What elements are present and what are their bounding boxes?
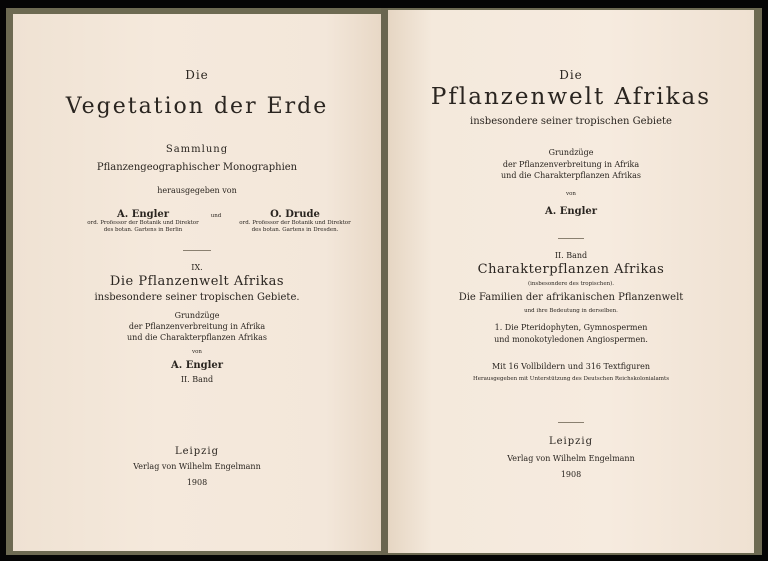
right-part2: und monokotyledonen Angiospermen. [494, 335, 648, 344]
left-line1: der Pflanzenverbreitung in Afrika [128, 322, 266, 331]
book-spine-gutter [381, 8, 388, 555]
left-author: A. Engler [170, 360, 224, 371]
left-series-subtitle: Pflanzengeographischer Monographien [96, 162, 298, 173]
right-families: Die Familien der afrikanischen Pflanzenwelt [458, 292, 684, 303]
left-page [13, 14, 381, 551]
left-von: von [192, 349, 202, 355]
right-illustrations: Mit 16 Vollbildern und 316 Textfiguren [491, 362, 651, 371]
right-band-title: Charakterpflanzen Afrikas [477, 262, 665, 277]
right-support: Herausgegeben mit Unterstützung des Deutschen Reichskolonialamts [472, 376, 670, 382]
right-subtitle: insbesondere seiner tropischen Gebiete [470, 116, 672, 127]
right-city: Leipzig [548, 436, 594, 447]
editor-und: und [210, 213, 222, 219]
right-publisher: Verlag von Wilhelm Engelmann [507, 454, 635, 463]
editor-drude-name: O. Drude [270, 209, 320, 220]
left-divider-rule [183, 250, 211, 251]
left-volume-subtitle: insbesondere seiner tropischen Gebiete. [94, 292, 300, 303]
editor-drude-desc2: des botan. Gartens in Dresden. [251, 227, 339, 233]
editor-engler-name: A. Engler [116, 209, 170, 220]
right-part1: 1. Die Pteridophyten, Gymnospermen [494, 323, 648, 332]
left-volume-title: Die Pflanzenwelt Afrikas [109, 274, 285, 289]
left-line2: und die Charakterpflanzen Afrikas [127, 333, 267, 342]
open-book [6, 8, 762, 555]
left-year: 1908 [186, 478, 208, 487]
right-band: II. Band [554, 251, 588, 260]
editor-engler [83, 209, 203, 234]
editor-engler-desc1: ord. Professor der Botanik und Direktor [87, 220, 199, 226]
editor-engler-desc2: des botan. Gartens in Berlin [103, 227, 183, 233]
left-publisher: Verlag von Wilhelm Engelmann [133, 462, 261, 471]
right-line2: und die Charakterpflanzen Afrikas [501, 171, 641, 180]
left-series-title: Vegetation der Erde [65, 94, 329, 119]
right-page [388, 10, 754, 553]
right-grundzuege: Grundzüge [548, 148, 594, 157]
left-city: Leipzig [174, 446, 220, 457]
left-band: II. Band [180, 375, 214, 384]
right-die: Die [559, 68, 583, 82]
right-families-subtitle: und ihre Bedeutung in derselben. [524, 308, 618, 314]
left-die: Die [185, 68, 209, 82]
right-line1: der Pflanzenverbreitung in Afrika [502, 160, 640, 169]
left-edited-by: herausgegeben von [157, 186, 237, 195]
editor-drude-desc1: ord. Professor der Botanik und Direktor [239, 220, 351, 226]
right-book-title: Pflanzenwelt Afrikas [430, 84, 712, 110]
right-year: 1908 [560, 470, 582, 479]
left-series-label: Sammlung [165, 144, 229, 155]
right-von: von [566, 191, 576, 197]
right-author: A. Engler [544, 206, 598, 217]
left-grundzuege: Grundzüge [174, 311, 220, 320]
editor-drude [235, 209, 355, 234]
right-divider-rule [558, 238, 584, 239]
right-bottom-rule [558, 422, 584, 423]
left-volume-number: IX. [191, 263, 203, 272]
right-band-subtitle: (insbesondere des tropischen). [527, 281, 615, 287]
